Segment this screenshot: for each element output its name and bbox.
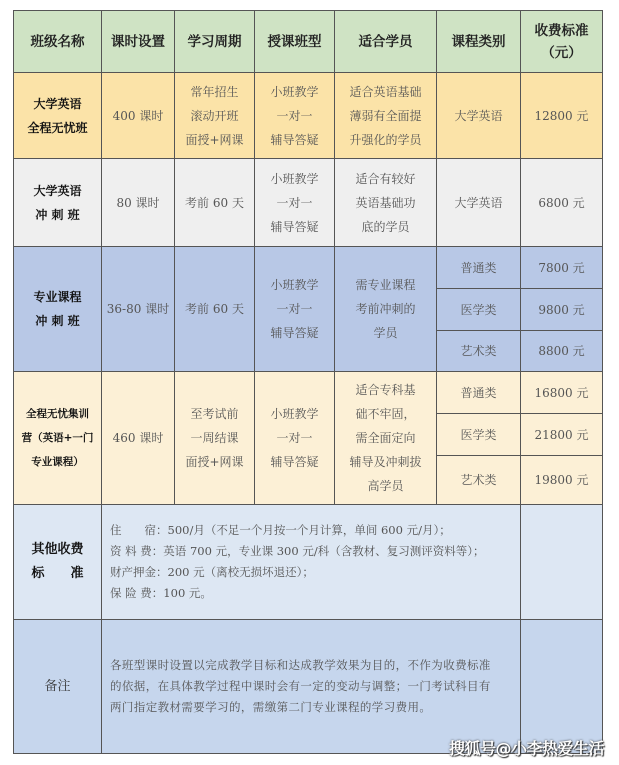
category-cell: 大学英语 [437,159,521,247]
fee-cell: 7800 元 [521,247,603,289]
class-name-cell: 专业课程 冲 刺 班 [14,247,102,372]
remarks-label: 备注 [14,620,102,754]
category-cell: 普通类 [437,247,521,289]
category-cell: 普通类 [437,372,521,414]
period-cell: 考前 60 天 [175,159,255,247]
other-fees-content: 住 宿：500/月（不足一个月按一个月计算，单间 600 元/月）； 资 料 费：英语 700 元，专业课 300 元/科（含教材、复习测评资料等）； 财产押金：200 元（离校无损坏退还）； 保 险 费：100 元。 [102,505,521,620]
class-name-cell: 大学英语 冲 刺 班 [14,159,102,247]
class-type-cell: 小班教学 一对一 辅导答疑 [255,247,335,372]
other-fees-label: 其他收费 标 准 [14,505,102,620]
fee-cell: 16800 元 [521,372,603,414]
suitable-cell: 适合英语基础 薄弱有全面提 升强化的学员 [335,73,437,159]
fee-cell: 9800 元 [521,289,603,331]
remarks-empty-cell [521,620,603,754]
fee-cell: 8800 元 [521,331,603,372]
col-header-suitable: 适合学员 [335,11,437,73]
category-cell: 艺术类 [437,456,521,505]
hours-cell: 36-80 课时 [102,247,175,372]
col-header-class-type: 授课班型 [255,11,335,73]
suitable-cell: 适合专科基 础不牢固， 需全面定向 辅导及冲刺拔 高学员 [335,372,437,505]
suitable-cell: 适合有较好 英语基础功 底的学员 [335,159,437,247]
period-cell: 常年招生 滚动开班 面授+网课 [175,73,255,159]
suitable-cell: 需专业课程 考前冲刺的 学员 [335,247,437,372]
period-cell: 考前 60 天 [175,247,255,372]
table-row [14,372,603,414]
remarks-row [14,620,603,754]
col-header-period: 学习周期 [175,11,255,73]
table-row [14,159,603,247]
class-name-cell: 全程无忧集训 营（英语+一门 专业课程） [14,372,102,505]
hours-cell: 80 课时 [102,159,175,247]
class-type-cell: 小班教学 一对一 辅导答疑 [255,159,335,247]
col-header-hours: 课时设置 [102,11,175,73]
category-cell: 医学类 [437,414,521,456]
class-type-cell: 小班教学 一对一 辅导答疑 [255,372,335,505]
hours-cell: 400 课时 [102,73,175,159]
fee-cell: 21800 元 [521,414,603,456]
category-cell: 艺术类 [437,331,521,372]
other-fees-row [14,505,603,620]
col-header-category: 课程类别 [437,11,521,73]
remarks-content: 各班型课时设置以完成教学目标和达成教学效果为目的，不作为收费标准 的依据，在具体教学过程中课时会有一定的变动与调整；一门考试科目有 两门指定教材需要学习的，需缴第二门专业课程的学习费用。 [102,620,521,754]
fee-cell: 12800 元 [521,73,603,159]
class-name-cell: 大学英语 全程无忧班 [14,73,102,159]
col-header-fee: 收费标准 （元） [521,11,603,73]
fee-table [13,10,603,754]
other-fees-empty-cell [521,505,603,620]
table-row [14,247,603,289]
watermark: 搜狐号@小李热爱生活 [449,739,605,758]
col-header-class-name: 班级名称 [14,11,102,73]
fee-cell: 6800 元 [521,159,603,247]
fee-cell: 19800 元 [521,456,603,505]
hours-cell: 460 课时 [102,372,175,505]
category-cell: 大学英语 [437,73,521,159]
class-type-cell: 小班教学 一对一 辅导答疑 [255,73,335,159]
header-row [14,11,603,73]
category-cell: 医学类 [437,289,521,331]
period-cell: 至考试前 一周结课 面授+网课 [175,372,255,505]
table-row [14,73,603,159]
